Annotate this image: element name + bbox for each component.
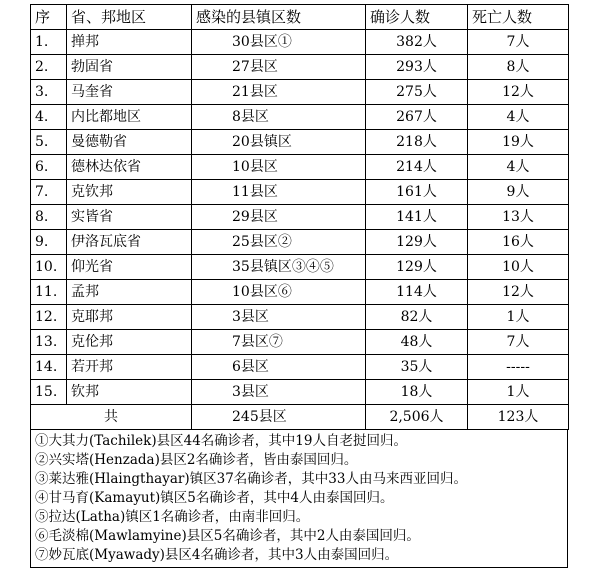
row-deaths: 7人 bbox=[468, 30, 569, 55]
table-row bbox=[31, 380, 569, 405]
table-row bbox=[31, 30, 569, 55]
row-region: 伊洛瓦底省 bbox=[67, 230, 192, 255]
row-towns: 27县区 bbox=[192, 55, 366, 80]
row-region: 实皆省 bbox=[67, 205, 192, 230]
footnote-item: ④甘马育(Kamayut)镇区5名确诊者，其中4人由泰国回归。 bbox=[35, 490, 394, 506]
header-confirmed: 确诊人数 bbox=[366, 5, 468, 30]
row-towns: 10县区⑥ bbox=[192, 280, 366, 305]
row-deaths: 4人 bbox=[468, 155, 569, 180]
table-row bbox=[31, 130, 569, 155]
table-row bbox=[31, 280, 569, 305]
row-towns: 3县区 bbox=[192, 380, 366, 405]
row-region: 曼德勒省 bbox=[67, 130, 192, 155]
row-seq: 4. bbox=[31, 105, 67, 130]
row-region: 德林达依省 bbox=[67, 155, 192, 180]
row-region: 钦邦 bbox=[67, 380, 192, 405]
row-confirmed: 382人 bbox=[366, 30, 468, 55]
table-row bbox=[31, 155, 569, 180]
row-seq: 1. bbox=[31, 30, 67, 55]
total-label: 共 bbox=[31, 405, 192, 430]
row-confirmed: 129人 bbox=[366, 255, 468, 280]
row-seq: 10. bbox=[31, 255, 67, 280]
row-seq: 3. bbox=[31, 80, 67, 105]
total-deaths: 123人 bbox=[468, 405, 569, 430]
row-deaths: 1人 bbox=[468, 305, 569, 330]
row-region: 孟邦 bbox=[67, 280, 192, 305]
row-seq: 13. bbox=[31, 330, 67, 355]
row-deaths: 10人 bbox=[468, 255, 569, 280]
row-region: 马奎省 bbox=[67, 80, 192, 105]
row-confirmed: 161人 bbox=[366, 180, 468, 205]
table-row bbox=[31, 80, 569, 105]
row-deaths: 12人 bbox=[468, 80, 569, 105]
footnote-item: ①大其力(Tachilek)县区44名确诊者，其中19人自老挝回归。 bbox=[35, 433, 407, 449]
row-towns: 6县区 bbox=[192, 355, 366, 380]
row-towns: 21县区 bbox=[192, 80, 366, 105]
row-seq: 11. bbox=[31, 280, 67, 305]
header-region: 省、邦地区 bbox=[67, 5, 192, 30]
row-region: 克耶邦 bbox=[67, 305, 192, 330]
table-row bbox=[31, 105, 569, 130]
row-seq: 9. bbox=[31, 230, 67, 255]
table-row bbox=[31, 330, 569, 355]
row-confirmed: 129人 bbox=[366, 230, 468, 255]
table-row bbox=[31, 55, 569, 80]
row-seq: 15. bbox=[31, 380, 67, 405]
footnote-item: ②兴实塔(Henzada)县区2名确诊者，皆由泰国回归。 bbox=[35, 452, 358, 468]
total-towns: 245县区 bbox=[192, 405, 366, 430]
row-confirmed: 82人 bbox=[366, 305, 468, 330]
row-confirmed: 267人 bbox=[366, 105, 468, 130]
row-confirmed: 218人 bbox=[366, 130, 468, 155]
row-towns: 25县区② bbox=[192, 230, 366, 255]
row-region: 仰光省 bbox=[67, 255, 192, 280]
row-seq: 2. bbox=[31, 55, 67, 80]
row-towns: 35县镇区③④⑤ bbox=[192, 255, 366, 280]
row-confirmed: 35人 bbox=[366, 355, 468, 380]
header-seq: 序 bbox=[31, 5, 67, 30]
row-region: 掸邦 bbox=[67, 30, 192, 55]
row-confirmed: 48人 bbox=[366, 330, 468, 355]
table-row bbox=[31, 255, 569, 280]
footnote-item: ⑦妙瓦底(Myawady)县区4名确诊者，其中3人由泰国回归。 bbox=[35, 547, 399, 563]
row-deaths: 13人 bbox=[468, 205, 569, 230]
header-towns: 感染的县镇区数 bbox=[192, 5, 366, 30]
table-row bbox=[31, 230, 569, 255]
row-region: 内比都地区 bbox=[67, 105, 192, 130]
row-seq: 6. bbox=[31, 155, 67, 180]
row-seq: 5. bbox=[31, 130, 67, 155]
row-seq: 8. bbox=[31, 205, 67, 230]
row-deaths: 19人 bbox=[468, 130, 569, 155]
row-region: 若开邦 bbox=[67, 355, 192, 380]
row-towns: 7县区⑦ bbox=[192, 330, 366, 355]
case-statistics-table bbox=[30, 4, 569, 430]
row-region: 克钦邦 bbox=[67, 180, 192, 205]
row-region: 勃固省 bbox=[67, 55, 192, 80]
row-confirmed: 275人 bbox=[366, 80, 468, 105]
row-deaths: 1人 bbox=[468, 380, 569, 405]
table-row bbox=[31, 180, 569, 205]
table-header-row bbox=[31, 5, 569, 30]
row-towns: 10县区 bbox=[192, 155, 366, 180]
row-towns: 11县区 bbox=[192, 180, 366, 205]
case-table-document bbox=[30, 4, 568, 568]
row-seq: 12. bbox=[31, 305, 67, 330]
row-deaths: 16人 bbox=[468, 230, 569, 255]
row-confirmed: 18人 bbox=[366, 380, 468, 405]
table-total-row bbox=[31, 405, 569, 430]
row-confirmed: 214人 bbox=[366, 155, 468, 180]
footnote-item: ⑥毛淡棉(Mawlamyine)县区5名确诊者，其中2人由泰国回归。 bbox=[35, 528, 420, 544]
row-confirmed: 141人 bbox=[366, 205, 468, 230]
row-deaths: 4人 bbox=[468, 105, 569, 130]
footnote-item: ③莱达雅(Hlaingthayar)镇区37名确诊者，其中33人由马来西亚回归。 bbox=[35, 471, 467, 487]
row-deaths: 12人 bbox=[468, 280, 569, 305]
row-seq: 7. bbox=[31, 180, 67, 205]
row-towns: 20县镇区 bbox=[192, 130, 366, 155]
total-confirmed: 2,506人 bbox=[366, 405, 468, 430]
header-deaths: 死亡人数 bbox=[468, 5, 569, 30]
row-towns: 30县区① bbox=[192, 30, 366, 55]
row-deaths: ----- bbox=[468, 355, 569, 380]
table-row bbox=[31, 355, 569, 380]
row-towns: 29县区 bbox=[192, 205, 366, 230]
row-confirmed: 293人 bbox=[366, 55, 468, 80]
row-deaths: 9人 bbox=[468, 180, 569, 205]
row-towns: 3县区 bbox=[192, 305, 366, 330]
table-row bbox=[31, 305, 569, 330]
row-confirmed: 114人 bbox=[366, 280, 468, 305]
row-deaths: 8人 bbox=[468, 55, 569, 80]
row-seq: 14. bbox=[31, 355, 67, 380]
table-row bbox=[31, 205, 569, 230]
footnote-item: ⑤拉达(Latha)镇区1名确诊者，由南非回归。 bbox=[35, 509, 310, 525]
row-towns: 8县区 bbox=[192, 105, 366, 130]
row-region: 克伦邦 bbox=[67, 330, 192, 355]
footnotes bbox=[30, 430, 568, 568]
row-deaths: 7人 bbox=[468, 330, 569, 355]
